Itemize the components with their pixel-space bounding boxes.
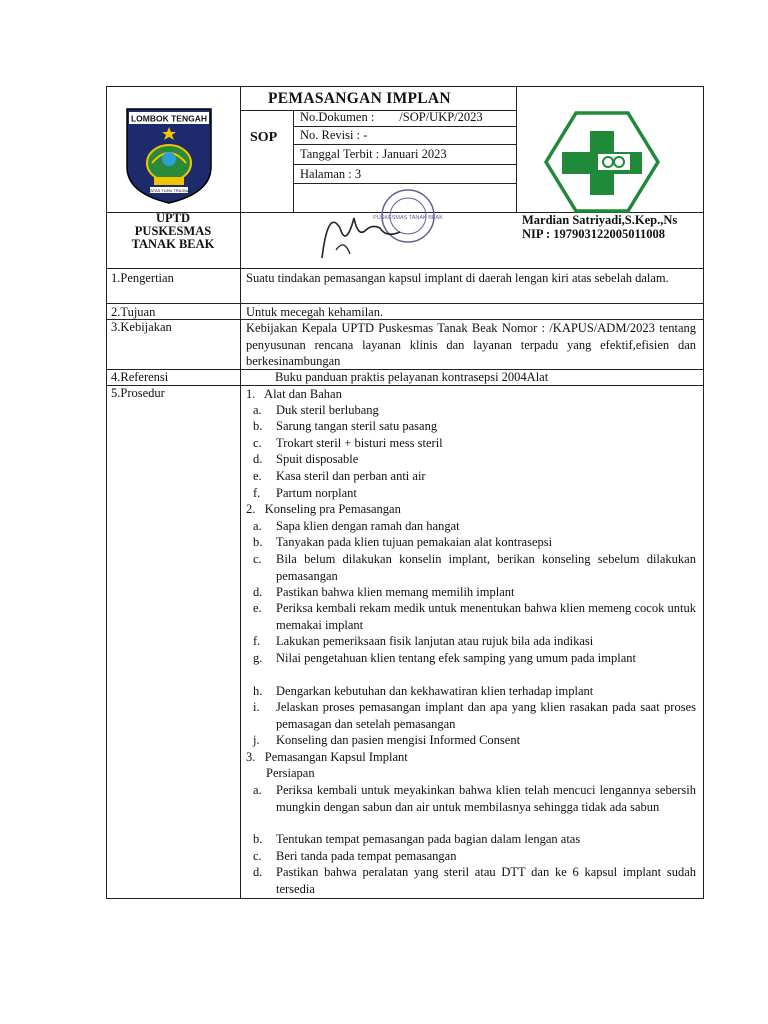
marker: h. [253, 684, 263, 698]
marker: e. [253, 469, 262, 483]
pengertian-label: 1.Pengertian [111, 271, 174, 285]
org-line-2: PUSKESMAS [134, 224, 212, 238]
org-line-1: UPTD [155, 211, 191, 225]
marker: a. [253, 519, 262, 533]
list-item: Beri tanda pada tempat pemasangan [276, 849, 457, 863]
list-item: Pastikan bahwa klien memang memilih implant [276, 585, 515, 599]
list-item: Trokart steril + bisturi mess steril [276, 436, 443, 450]
marker: b. [253, 535, 263, 549]
list-item: Lakukan pemeriksaan fisik lanjutan atau rujuk bila ada indikasi [276, 634, 594, 648]
marker: c. [253, 849, 262, 863]
marker: j. [253, 733, 260, 747]
marker: a. [253, 403, 262, 417]
sop-label: SOP [250, 130, 278, 145]
document-title: PEMASANGAN IMPLAN [268, 90, 451, 107]
kebijakan-label: 3.Kebijakan [111, 320, 172, 334]
prosedur-label: 5.Prosedur [111, 386, 165, 400]
logo-motto: TATAS TUHU TRASNA [148, 188, 190, 193]
marker: f. [253, 634, 261, 648]
tanggal-terbit: Tanggal Terbit : Januari 2023 [300, 147, 447, 161]
marker: d. [253, 452, 263, 466]
pengertian-text: Suatu tindakan pemasangan kapsul implant di daerah lengan kiri atas sebelah dalam. [246, 271, 669, 285]
puskesmas-cross-logo [542, 111, 662, 213]
halaman: Halaman : 3 [300, 167, 362, 181]
marker: b. [253, 419, 263, 433]
list-item: Partum norplant [276, 486, 357, 500]
signature-stamp [310, 188, 460, 270]
referensi-label: 4.Referensi [111, 370, 169, 384]
list-item: Jelaskan proses pemasangan implant dan apa yang klien rasakan pada saat proses pemasagan dan setelah pemasangan [276, 700, 696, 731]
list-item: Pastikan bahwa peralatan yang steril atau DTT dan ke 6 kapsul implant sudah tersedia [276, 865, 696, 896]
marker: b. [253, 832, 263, 846]
list-item: Bila belum dilakukan konselin implant, berikan konseling sebelum dilakukan pemasangan [276, 552, 696, 583]
no-revisi: No. Revisi : - [300, 128, 368, 142]
list-item: Nilai pengetahuan klien tentang efek samping yang umum pada implant [276, 651, 636, 665]
list-item: Tanyakan pada klien tujuan pemakaian alat kontrasepsi [276, 535, 553, 549]
heading-alat-bahan: 1. Alat dan Bahan [246, 387, 342, 401]
logo-text: LOMBOK TENGAH [130, 113, 208, 124]
list-item: Sarung tangan steril satu pasang [276, 419, 438, 433]
marker: e. [253, 601, 262, 615]
tujuan-label: 2.Tujuan [111, 305, 156, 319]
persiapan-label: Persiapan [266, 766, 315, 780]
marker: d. [253, 865, 263, 879]
list-item: Sapa klien dengan ramah dan hangat [276, 519, 460, 533]
referensi-text: Buku panduan praktis pelayanan kontrasepsi 2004Alat [275, 370, 549, 384]
marker: c. [253, 552, 262, 566]
list-item: Periksa kembali rekam medik untuk menentukan bahwa klien memeng cocok untuk memakai implant [276, 601, 696, 632]
signer-nip: NIP : 197903122005011008 [522, 227, 666, 241]
signer-name: Mardian Satriyadi,S.Kep.,Ns [522, 213, 678, 227]
list-item: Kasa steril dan perban anti air [276, 469, 426, 483]
tujuan-text: Untuk mecegah kehamilan. [246, 305, 384, 319]
list-item: Tentukan tempat pemasangan pada bagian dalam lengan atas [276, 832, 581, 846]
stamp-text: PUSKESMAS TANAK BEAK [373, 215, 443, 221]
list-item: Spuit disposable [276, 452, 359, 466]
lombok-tengah-logo [124, 107, 214, 205]
marker: i. [253, 700, 260, 714]
marker: c. [253, 436, 262, 450]
heading-konseling: 2. Konseling pra Pemasangan [246, 502, 401, 516]
kebijakan-text: Kebijakan Kepala UPTD Puskesmas Tanak Beak Nomor : /KAPUS/ADM/2023 tentang penyusunan rencana layanan klinis dan layanan terpadu yang efektif,efisien dan berkesinambungan [246, 321, 696, 368]
marker: g. [253, 651, 263, 665]
marker: f. [253, 486, 261, 500]
org-line-3: TANAK BEAK [131, 237, 215, 251]
list-item: Periksa kembali untuk meyakinkan bahwa klien telah mencuci lengannya sebersih mungkin dengan sabun dan air untuk membilasnya sehingga tidak ada sabun [276, 783, 696, 814]
list-item: Duk steril berlubang [276, 403, 379, 417]
list-item: Dengarkan kebutuhan dan kekhawatiran klien terhadap implant [276, 684, 594, 698]
marker: a. [253, 783, 262, 797]
heading-pemasangan: 3. Pemasangan Kapsul Implant [246, 750, 408, 764]
list-item: Konseling dan pasien mengisi Informed Consent [276, 733, 521, 747]
no-dokumen: No.Dokumen : /SOP/UKP/2023 [300, 110, 483, 124]
marker: d. [253, 585, 263, 599]
